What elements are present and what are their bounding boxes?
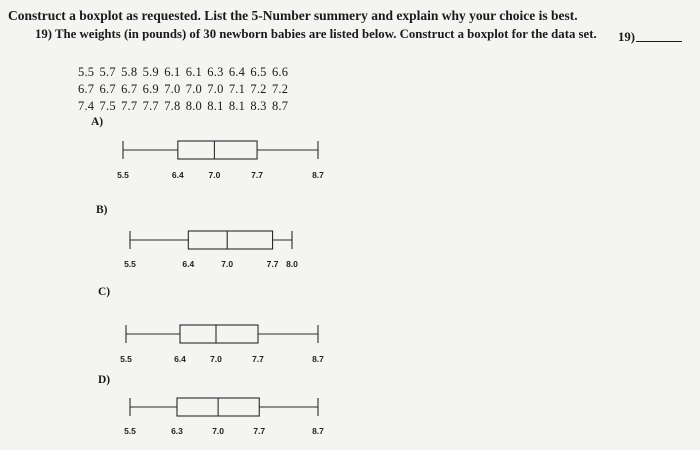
- option-c-tick-label: 5.5: [120, 354, 132, 364]
- option-c-tick-label: 7.0: [210, 354, 222, 364]
- data-row-2: 6.7 6.7 6.7 6.9 7.0 7.0 7.0 7.1 7.2 7.2: [78, 82, 289, 96]
- option-b-label[interactable]: B): [96, 204, 108, 216]
- option-b-box: [188, 231, 272, 249]
- option-b-tick-label: 6.4: [182, 259, 195, 269]
- option-c-tick-label: 8.7: [312, 354, 324, 364]
- option-a-box: [178, 141, 257, 159]
- option-b-tick-label: 7.7: [266, 259, 279, 269]
- option-b-tick-label: 7.0: [221, 259, 234, 269]
- question-number: 19): [618, 30, 636, 44]
- option-d-tick-label: 8.7: [312, 426, 324, 436]
- option-d-tick-label: 7.7: [253, 426, 266, 436]
- option-a-tick-label: 8.7: [312, 170, 324, 180]
- option-c-tick-label: 6.4: [174, 354, 186, 364]
- option-a-tick-label: 7.7: [251, 170, 263, 180]
- option-a-label[interactable]: A): [91, 116, 104, 128]
- option-a-tick-label: 6.4: [171, 170, 184, 180]
- option-c-box: [180, 325, 258, 343]
- option-d-tick-label: 7.0: [212, 426, 225, 436]
- question-text: 19) The weights (in pounds) of 30 newborn babies are listed below. Construct a boxplot for the data set.: [35, 27, 597, 41]
- option-b-tick-label: 5.5: [124, 259, 136, 269]
- option-c-tick-label: 7.7: [252, 354, 264, 364]
- data-row-3: 7.4 7.5 7.7 7.7 7.8 8.0 8.1 8.1 8.3 8.7: [78, 99, 289, 113]
- option-d-tick-label: 6.3: [171, 426, 183, 436]
- instruction-text: Construct a boxplot as requested. List the 5-Number summery and explain why your choice is best.: [8, 8, 578, 23]
- option-d-label[interactable]: D): [98, 374, 111, 386]
- option-c-label[interactable]: C): [98, 286, 111, 298]
- option-a-tick-label: 5.5: [117, 170, 129, 180]
- option-d-tick-label: 5.5: [124, 426, 136, 436]
- option-a-tick-label: 7.0: [208, 170, 221, 180]
- option-b-tick-label: 8.0: [286, 259, 298, 269]
- data-row-1: 5.5 5.7 5.8 5.9 6.1 6.1 6.3 6.4 6.5 6.6: [78, 65, 289, 79]
